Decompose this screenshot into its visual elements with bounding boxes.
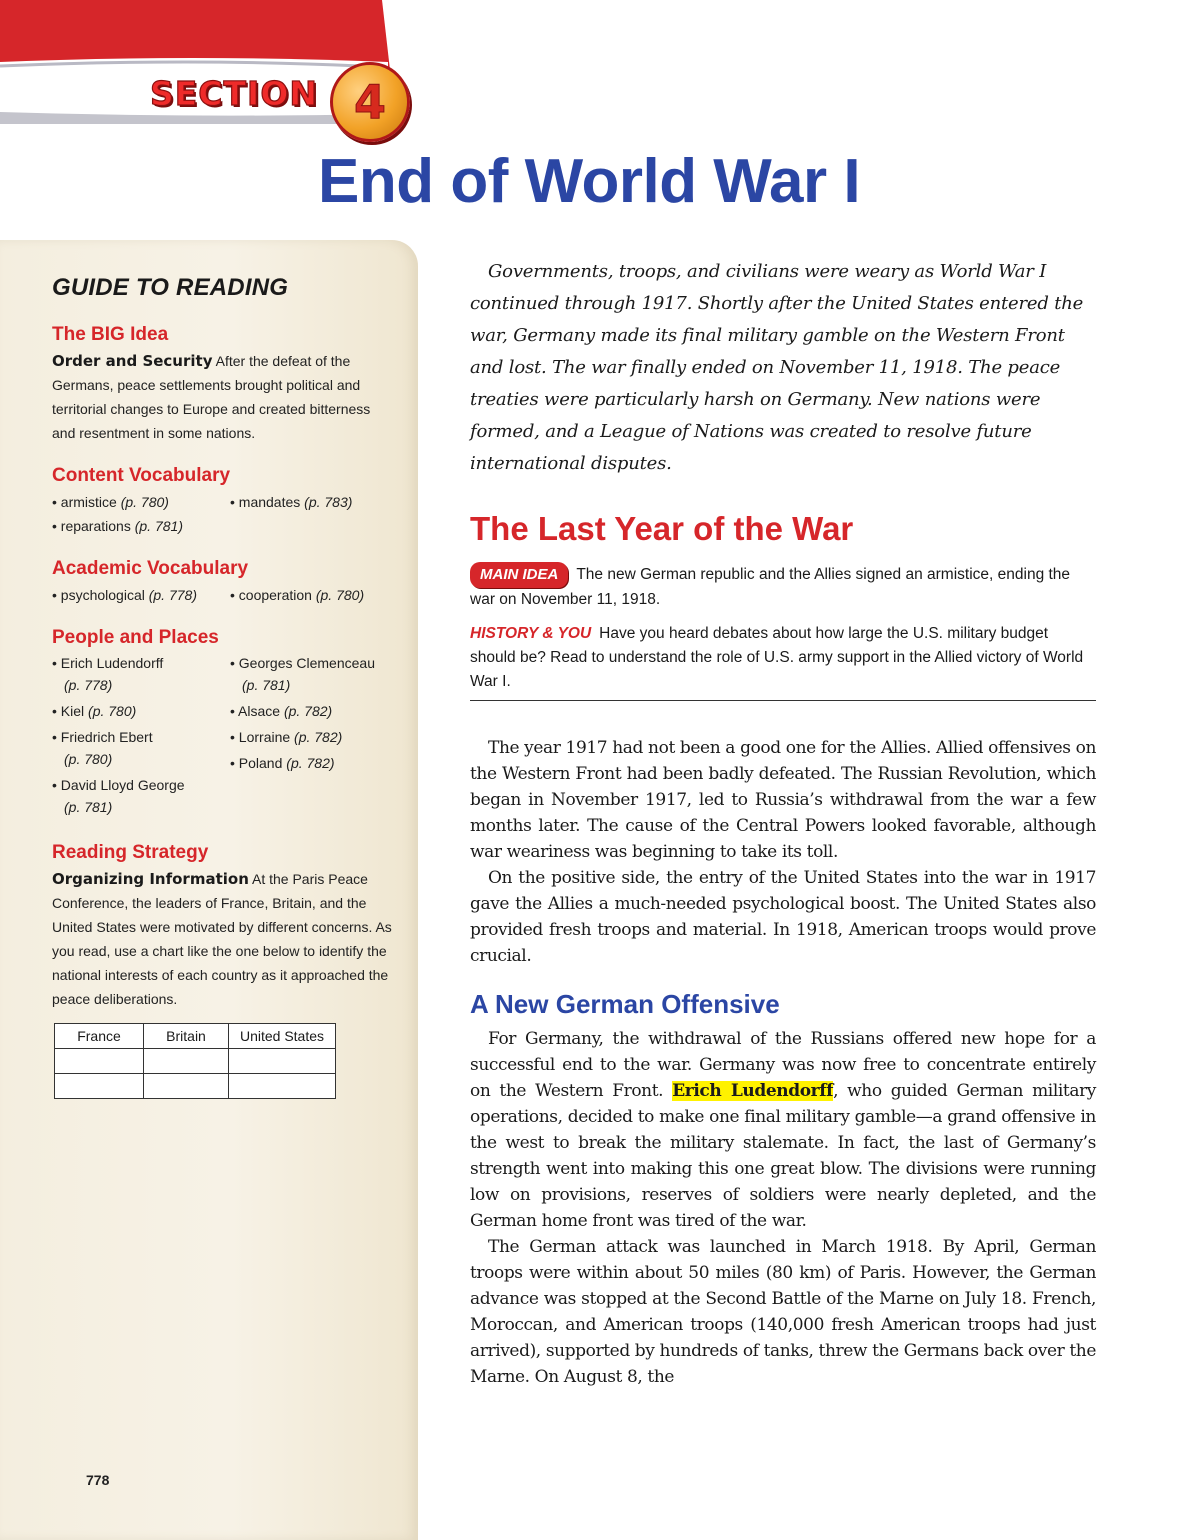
chart-cell bbox=[55, 1049, 144, 1074]
big-idea-text: After the defeat of the Germans, peace settlements brought political and territorial changes to Europe and created bitterness and resentment in some nations. bbox=[52, 353, 371, 441]
page-number: 778 bbox=[86, 1472, 110, 1488]
big-idea-heading: The BIG Idea bbox=[52, 324, 169, 345]
history-and-you bbox=[470, 622, 1096, 701]
body-paragraph: For Germany, the withdrawal of the Russians offered new hope for a successful end to the war. Germany was now free to concentrate entirely on the Western Front. Erich Ludendorff, who guided German military operations, decided to make one final military gamble—a grand offensive in the west to break the military stalemate. In fact, the last of Germany’s strength went into making this one great blow. The divisions were running low on provisions, reserves of soldiers were nearly depleted, and the German home front was tired of the war. bbox=[470, 1029, 1096, 1231]
people-places-block bbox=[52, 627, 392, 822]
chart-header-britain: Britain bbox=[144, 1024, 229, 1049]
main-idea bbox=[470, 562, 1096, 612]
main-idea-text: The new German republic and the Allies signed an armistice, ending the war on November 11, 1918. bbox=[470, 566, 1071, 608]
vocab-item: • psychological (p. 778) bbox=[52, 587, 197, 603]
list-item: • Friedrich Ebert (p. 780) bbox=[52, 729, 153, 767]
chart-cell bbox=[55, 1074, 144, 1099]
history-and-you-text: Have you heard debates about how large the U.S. military budget should be? Read to understand the role of U.S. army support in the Allied victory of World War I. bbox=[470, 625, 1084, 690]
list-item: • Alsace (p. 782) bbox=[230, 703, 333, 719]
vocab-item: • reparations (p. 781) bbox=[52, 518, 183, 534]
big-idea-block bbox=[52, 324, 392, 445]
big-idea-subheading: Order and Security bbox=[52, 352, 213, 370]
guide-title: GUIDE TO READING bbox=[52, 274, 289, 301]
organizer-chart bbox=[54, 1023, 336, 1099]
content-vocab-heading: Content Vocabulary bbox=[52, 465, 231, 486]
people-places-heading: People and Places bbox=[52, 627, 219, 648]
vocab-item: • cooperation (p. 780) bbox=[230, 587, 365, 603]
list-item: • Georges Clemenceau (p. 781) bbox=[230, 655, 375, 693]
reading-strategy-subheading: Organizing Information bbox=[52, 870, 249, 888]
section-label: SECTION bbox=[150, 74, 318, 113]
academic-vocab-block bbox=[52, 558, 392, 607]
people-places-list bbox=[52, 652, 392, 822]
list-item: • Lorraine (p. 782) bbox=[230, 729, 343, 745]
list-item: • David Lloyd George (p. 781) bbox=[52, 777, 185, 815]
big-idea-body bbox=[52, 349, 392, 445]
academic-vocab-heading: Academic Vocabulary bbox=[52, 558, 249, 579]
list-item: • Kiel (p. 780) bbox=[52, 703, 137, 719]
chart-header-united-states: United States bbox=[229, 1024, 336, 1049]
history-and-you-label: HISTORY & YOU bbox=[470, 625, 592, 642]
main-column bbox=[470, 256, 1096, 1390]
content-vocab-list bbox=[52, 490, 392, 538]
vocab-item: • mandates (p. 783) bbox=[230, 494, 353, 510]
reading-strategy-block bbox=[52, 842, 392, 1099]
body-paragraph: The year 1917 had not been a good one for the Allies. Allied offensives on the Western Front had been badly defeated. The Russian Revolution, which began in November 1917, led to Russia’s withdrawal from the war a few months later. The cause of the Central Powers looked favorable, although war weariness was beginning to take its toll. bbox=[470, 738, 1096, 862]
people-col-right bbox=[230, 652, 392, 822]
section-number: 4 bbox=[353, 75, 386, 129]
content-vocab-block bbox=[52, 465, 392, 538]
reading-strategy-text: At the Paris Peace Conference, the leaders of France, Britain, and the United States were motivated by different concerns. As you read, use a chart like the one below to identify the national interests of each country as it approached the peace deliberations. bbox=[52, 871, 392, 1007]
body-paragraph: The German attack was launched in March 1918. By April, German troops were within about 50 miles (80 km) of Paris. However, the German advance was stopped at the Second Battle of the Marne on July 18. French, Moroccan, and American troops (140,000 fresh American troops had just arrived), supported by hundreds of tanks, threw the Germans back over the Marne. On August 8, the bbox=[470, 1237, 1096, 1387]
people-col-left bbox=[52, 652, 230, 822]
chart-cell bbox=[144, 1049, 229, 1074]
section-heading: The Last Year of the War bbox=[470, 510, 854, 547]
reading-strategy-body bbox=[52, 867, 392, 1011]
intro-paragraph: Governments, troops, and civilians were weary as World War I continued through 1917. Shortly after the United States entered the war, Germany made its final military gamble on the Western Front and lost. The war finally ended on November 11, 1918. The peace treaties were particularly harsh on Germany. New nations were formed, and a League of Nations was created to resolve future international disputes. bbox=[470, 261, 1084, 474]
body-paragraph: On the positive side, the entry of the United States into the war in 1917 gave the Allies a much-needed psychological boost. The United States also provided fresh troops and material. In 1918, American troops would prove crucial. bbox=[470, 868, 1096, 966]
section-header-band bbox=[0, 0, 390, 140]
list-item: • Erich Ludendorff (p. 778) bbox=[52, 655, 164, 693]
main-idea-badge: MAIN IDEA bbox=[470, 562, 568, 588]
chart-cell bbox=[229, 1049, 336, 1074]
section-number-badge bbox=[330, 62, 410, 142]
chart-cell bbox=[229, 1074, 336, 1099]
highlighted-term: Erich Ludendorff bbox=[672, 1081, 834, 1101]
list-item: • Poland (p. 782) bbox=[230, 755, 335, 771]
vocab-item: • armistice (p. 780) bbox=[52, 494, 169, 510]
chart-cell bbox=[144, 1074, 229, 1099]
page-title: End of World War I bbox=[318, 147, 861, 216]
chart-header-france: France bbox=[55, 1024, 144, 1049]
guide-to-reading-sidebar bbox=[0, 240, 418, 1540]
reading-strategy-heading: Reading Strategy bbox=[52, 842, 209, 863]
academic-vocab-list bbox=[52, 583, 392, 607]
subheading: A New German Offensive bbox=[470, 989, 780, 1019]
